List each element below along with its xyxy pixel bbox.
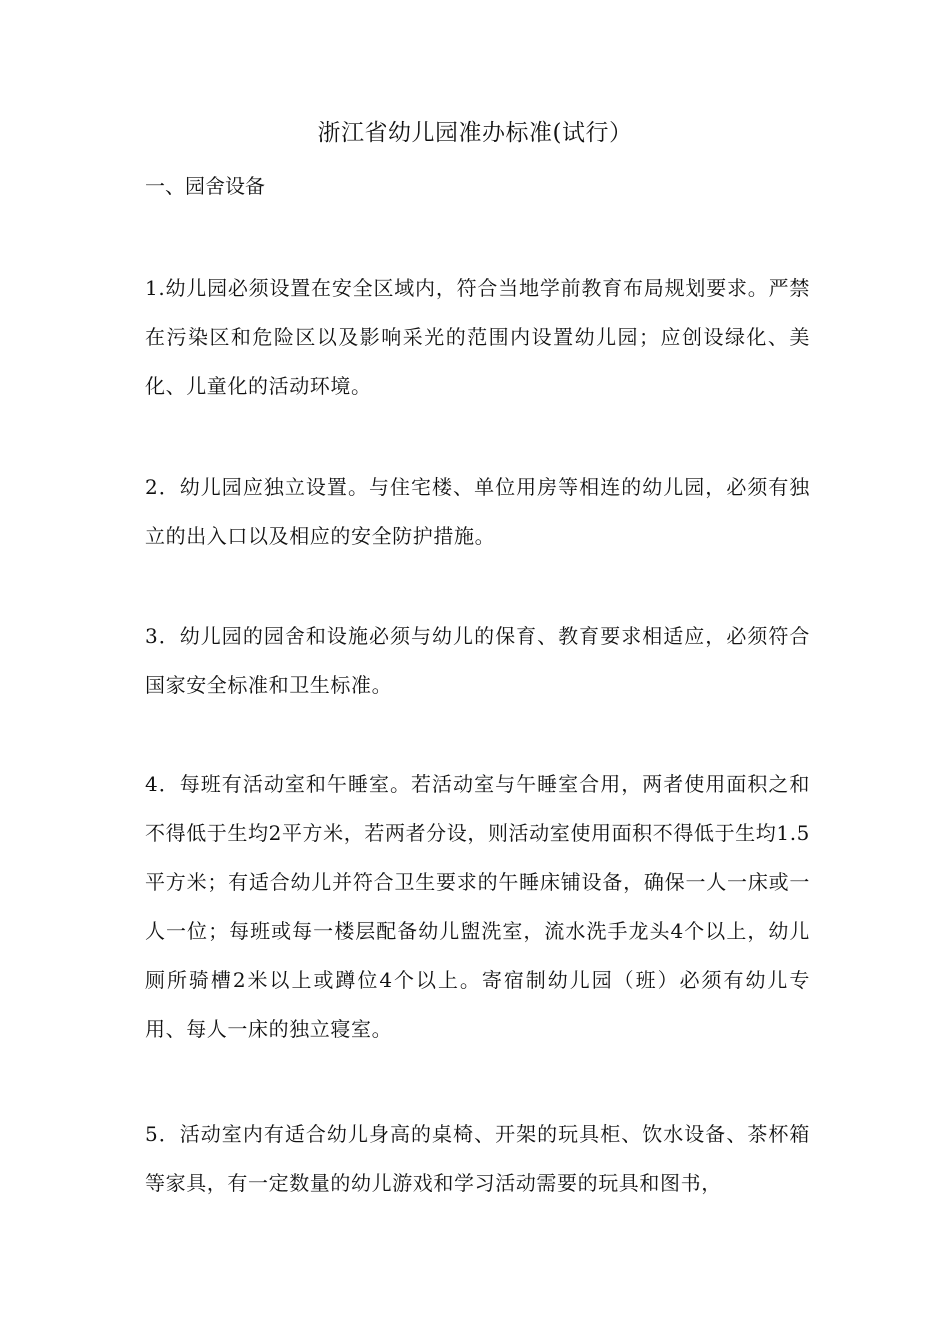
paragraph-1: 1.幼儿园必须设置在安全区域内，符合当地学前教育布局规划要求。严禁在污染区和危险区以及影响采光的范围内设置幼儿园；应创设绿化、美化、儿童化的活动环境。	[145, 276, 810, 398]
section-heading: 一、园舍设备	[145, 174, 265, 198]
paragraph-5: 5．活动室内有适合幼儿身高的桌椅、开架的玩具柜、饮水设备、茶杯箱等家具，有一定数量的幼儿游戏和学习活动需要的玩具和图书，	[145, 1122, 810, 1195]
paragraph-3: 3．幼儿园的园舍和设施必须与幼儿的保育、教育要求相适应，必须符合国家安全标准和卫生标准。	[145, 624, 810, 697]
paragraph-4: 4．每班有活动室和午睡室。若活动室与午睡室合用，两者使用面积之和不得低于生均2平方米，若两者分设，则活动室使用面积不得低于生均1.5平方米；有适合幼儿并符合卫生要求的午睡床铺设备，确保一人一床或一人一位；每班或每一楼层配备幼儿盥洗室，流水洗手龙头4个以上，幼儿厕所骑槽2米以上或蹲位4个以上。寄宿制幼儿园（班）必须有幼儿专用、每人一床的独立寝室。	[145, 772, 810, 1041]
document-title: 浙江省幼儿园准办标准(试行）	[317, 120, 633, 146]
paragraph-2: 2．幼儿园应独立设置。与住宅楼、单位用房等相连的幼儿园，必须有独立的出入口以及相应的安全防护措施。	[145, 475, 810, 548]
